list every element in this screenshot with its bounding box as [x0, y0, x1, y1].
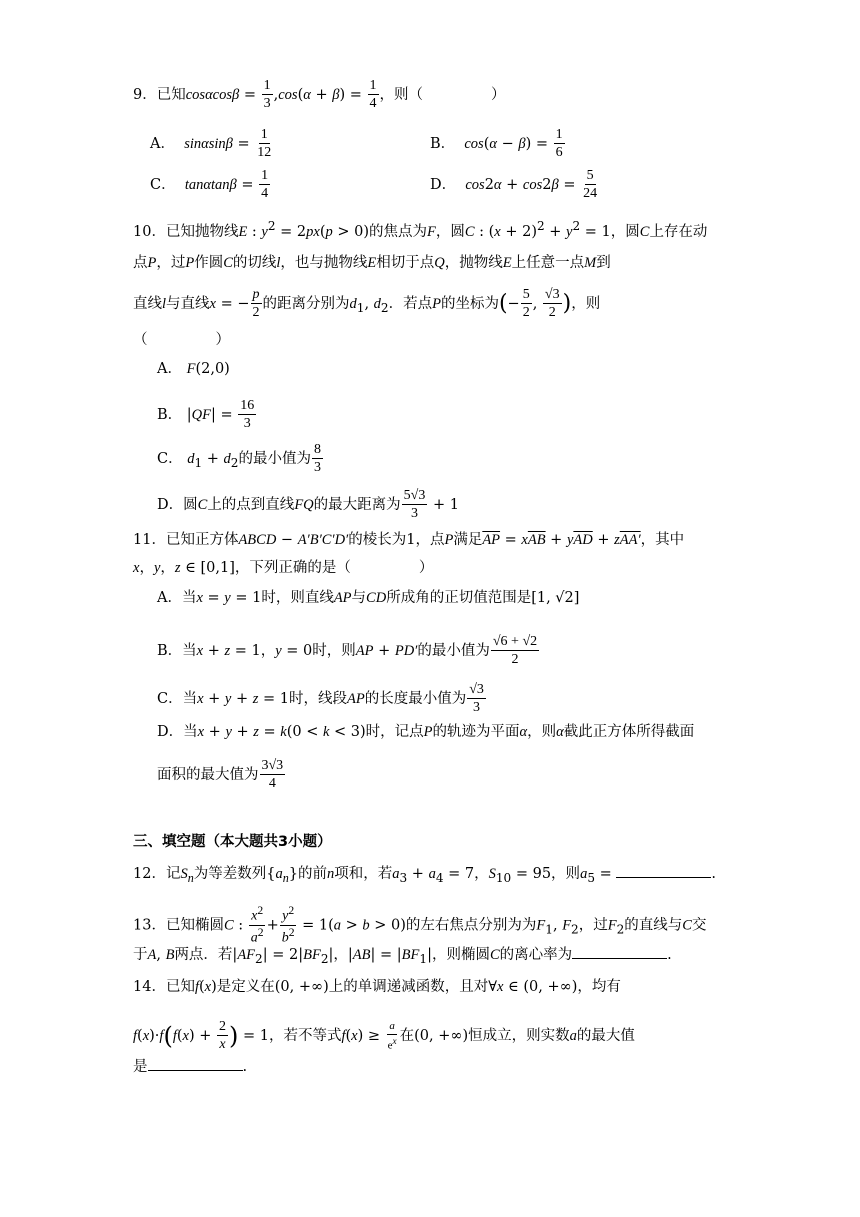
question-9-option-a: A． sinαsinβ = $\frac{1}{12}$: [150, 127, 272, 161]
question-11-option-a: A．当x = y = 1时，则直线AP与CD所成角的正切值范围是[1, √2]: [157, 590, 580, 606]
question-10-stem-line4: （ ）: [133, 332, 230, 348]
question-14-line1: 14．已知f(x)是定义在(0, +∞)上的单调递减函数，且对∀x ∈ (0, +∞)，均有: [133, 979, 621, 995]
question-10-option-b: B． |QF| = $\frac{16}{3}$: [157, 398, 255, 432]
question-11-option-c: C．当x + y + z = 1时，线段AP的长度最小值为 $\frac{√3}{3}$: [157, 682, 484, 716]
question-9-stem: 9．已知cosαcosβ = $\frac{1}{3}$ ,cos(α + β) = $\frac{1}{4}$ ，则（ ）: [133, 78, 506, 112]
question-11-stem-line2: x，y，z ∈ [0,1]，下列正确的是（ ）: [133, 560, 434, 576]
question-12: 12．记$S_n$为等差数列$\{a_n\}$的前n项和，若$a_3 + a_4 = 7$，$S_{10} = 95$，则$a_5$ = .: [133, 866, 716, 885]
question-11-option-d-line2: 面积的最大值为 $\frac{3√3}{4}$: [157, 758, 284, 792]
question-11-option-b: B．当x + z = 1，y = 0时，则AP + PD′的最小值为 $\frac{√6 + √2}{2}$: [157, 634, 538, 668]
question-9-option-b: B． cos(α − β) = $\frac{1}{6}$: [430, 127, 563, 161]
question-10-stem-line2: 点P，过P作圆C的切线l，也与抛物线E相切于点Q，抛物线E上任意一点M到: [133, 255, 611, 271]
question-10-option-d: D．圆C上的点到直线FQ的最大距离为 $\frac{5√3}{3}$ + 1: [157, 488, 459, 522]
question-10-option-a: A． F(2,0): [157, 361, 230, 377]
question-9-option-c: C． tanαtanβ = $\frac{1}{4}$: [150, 168, 269, 202]
section-3-title: 三、填空题（本大题共3小题）: [133, 834, 332, 850]
question-10-stem-line3: 直线l与直线x = − $\frac{p}{2}$ 的距离分别为$d_1$, $d_2$．若点P的坐标为(− $\frac{5}{2}$ , $\frac{√3}{2}$ )，则: [133, 287, 601, 321]
question-10-option-c: C． $d_1 + d_2$的最小值为 $\frac{8}{3}$: [157, 442, 321, 476]
question-11-option-d-line1: D．当x + y + z = k(0 < k < 3)时，记点P的轨迹为平面α，则α截此正方体所得截面: [157, 724, 695, 740]
question-10-stem-line1: 10．已知抛物线E : $y^2 = 2px(p > 0)$的焦点为F，圆C : $(x + 2)^2 + y^2 = 1$，圆C上存在动: [133, 219, 708, 240]
question-13-line2: 于A, B两点．若$|AF_2| = 2|BF_2|$，$|AB| = |BF_1|$，则椭圆C的离心率为 .: [133, 947, 672, 966]
question-11-stem-line1: 11．已知正方体ABCD − A′B′C′D′的棱长为1，点P满足$\overline{AP} = x\overline{AB} + y\overline{AD} + zAA'$，其中: [133, 532, 685, 548]
question-13-line1: 13．已知椭圆C : $\frac{x^2}{a^2}$ + $\frac{y^2}{b^2}$ = 1(a > b > 0)的左右焦点分别为为$F_1$, $F_2$，过$F_2$的直线与C交: [133, 904, 707, 946]
question-9-option-d: D． cos2α + cos2β = $\frac{5}{24}$: [430, 168, 598, 202]
question-14-line3: 是 .: [133, 1059, 248, 1075]
question-14-line2: f(x)·f(f(x) + $\frac{2}{x}$ ) = 1，若不等式f(x) ≥ $\frac{a}{e^x}$ 在(0, +∞)恒成立，则实数a的最大值: [133, 1019, 635, 1053]
